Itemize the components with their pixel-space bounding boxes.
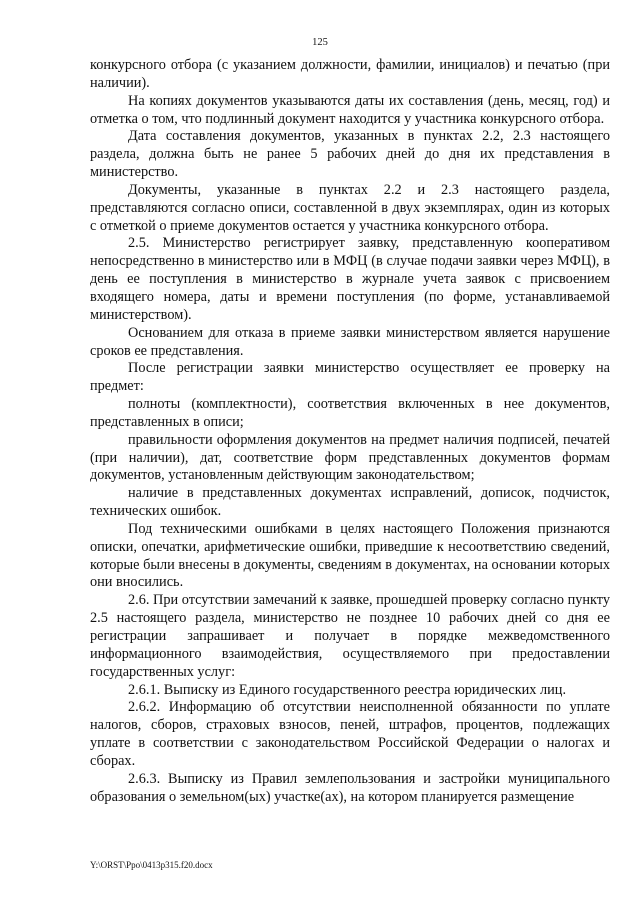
- paragraph-check-errors: наличие в представленных документах исправлений, дописок, подчисток, технических ошибок.: [90, 485, 610, 520]
- paragraph-2-6-1: 2.6.1. Выписку из Единого государственного реестра юридических лиц.: [128, 681, 567, 698]
- paragraph-2-6: 2.6. При отсутствии замечаний к заявке, прошедшей проверку согласно пункту 2.5 настоящего раздела, министерство не позднее 10 рабочих дней со дня ее регистрации запрашивает и получает в порядке межведомственного информационного взаимодействия, осуществляемого при предоставлении государственных услуг:: [90, 592, 610, 680]
- paragraph-technical-errors: Под техническими ошибками в целях настоящего Положения признаются описки, опечатки, арифметические ошибки, приведшие к несоответствию сведений, которые были внесены в документы, сведениям в документах, на основании которых они вносились.: [90, 520, 610, 591]
- paragraph-check-correctness: правильности оформления документов на предмет наличия подписей, печатей (при наличии), дат, соответствие форм представленных документов формам документов, установленным действующим законодательством;: [90, 431, 610, 484]
- paragraph-inventory: Документы, указанные в пунктах 2.2 и 2.3 настоящего раздела, представляются согласно описи, составленной в двух экземплярах, один из которых с отметкой о приеме документов остается у участника конкурсного отбора.: [90, 181, 610, 234]
- paragraph-copies-dates: На копиях документов указываются даты их составления (день, месяц, год) и отметка о том, что подлинный документ находится у участника конкурсного отбора.: [90, 92, 610, 127]
- paragraph-document-date: Дата составления документов, указанных в пунктах 2.2, 2.3 настоящего раздела, должна быть не ранее 5 рабочих дней до дня их представления в министерство.: [90, 128, 610, 181]
- paragraph-2-6-3: 2.6.3. Выписку из Правил землепользования и застройки муниципального образования о земельном(ых) участке(ах), на котором планируется размещение: [90, 770, 610, 805]
- paragraph-check-intro: После регистрации заявки министерство осуществляет ее проверку на предмет:: [90, 360, 610, 395]
- paragraph-refusal-grounds: Основанием для отказа в приеме заявки министерством является нарушение сроков ее представления.: [90, 324, 610, 359]
- page-number: 125: [312, 37, 328, 48]
- paragraph-2-5: 2.5. Министерство регистрирует заявку, представленную кооперативом непосредственно в министерство или в МФЦ (в случае подачи заявки через МФЦ), в день ее поступления в министерство в журнале учета заявок с присвоением входящего номера, даты и времени поступления (по форме, устанавливаемой министерством).: [90, 235, 610, 323]
- document-body: [90, 57, 610, 806]
- paragraph-continuation: конкурсного отбора (с указанием должности, фамилии, инициалов) и печатью (при наличии).: [90, 57, 610, 91]
- paragraph-2-6-2: 2.6.2. Информацию об отсутствии неисполненной обязанности по уплате налогов, сборов, страховых взносов, пеней, штрафов, процентов, подлежащих уплате в соответствии с законодательством Российской Федерации о налогах и сборах.: [90, 699, 610, 769]
- footer-file-path: Y:\ORST\Ppo\0413p315.f20.docx: [90, 860, 213, 870]
- paragraph-check-completeness: полноты (комплектности), соответствия включенных в нее документов, представленных в описи;: [90, 396, 610, 430]
